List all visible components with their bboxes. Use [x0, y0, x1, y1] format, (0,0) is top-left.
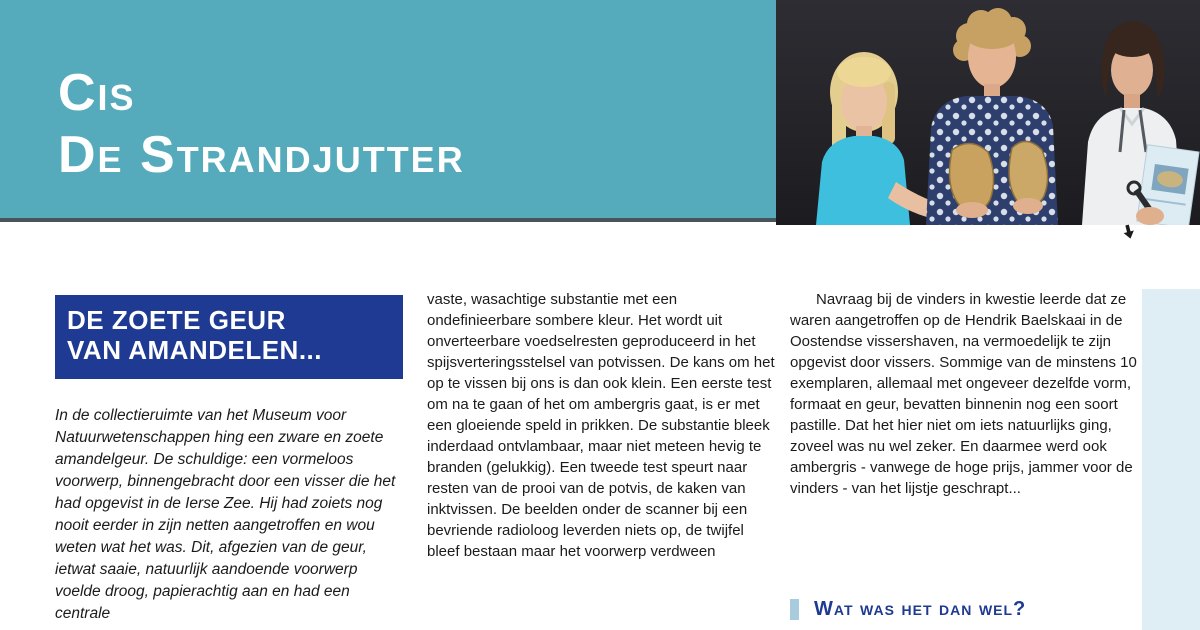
- header-band: [0, 0, 776, 222]
- middle-paragraph-text: vaste, wasachtige substantie met een ondefinieerbare sombere kleur. Het wordt uit onverteerbare voedselresten geproduceerd in het spijsverteringsstelsel van potvissen. De kans om het op te vissen bij ons is dan ook klein. Een eerste test om na te gaan of het om ambergris gaat, is er met een gloeiende speld in prikken. De substantie bleek inderdaad ontvlambaar, maar niet meteen hevig te branden (gelukkig). Een tweede test speurt naar resten van de prooi van de potvis, de kaken van inktvissen. De beelden onder de scanner bij een bevriende radioloog leverden niets op, de twijfel bleef bestaan maar het voorwerp verdween: [427, 291, 775, 560]
- finders-photo-illustration: [776, 0, 1200, 225]
- page-title-line2: De Strandjutter: [58, 126, 465, 184]
- intro-paragraph-text: In de collectieruimte van het Museum voor Natuurwetenschappen hing een zware en zoete amandelgeur. De schuldige: een vormeloos voorwerp, binnengebracht door een visser die het had opgevist in de Ierse Zee. Hij had zoiets nog nooit eerder in zijn netten aangetroffen en wou weten wat het was. Dit, afgezien van de geur, ietwat saaie, natuurlijk aandoende voorwerp voelde droog, papierachtig aan en had een centrale: [55, 407, 396, 622]
- column-right: [790, 289, 1138, 499]
- subheading-title: Wat was het dan wel?: [814, 598, 1027, 620]
- photo-lump-right: [1009, 141, 1047, 206]
- intro-heading-line2: VAN AMANDELEN...: [67, 335, 322, 365]
- page-title: [58, 62, 465, 186]
- down-arrow-icon: [1120, 224, 1136, 240]
- intro-heading-line1: DE ZOETE GEUR: [67, 305, 286, 335]
- column-left: [55, 295, 403, 625]
- right-side-panel: [1142, 289, 1200, 630]
- subheading-row: [790, 598, 1026, 621]
- subheading-accent-bar: [790, 599, 799, 620]
- finders-photo: [776, 0, 1200, 225]
- column-middle: [427, 289, 775, 562]
- intro-heading-box: [55, 295, 403, 379]
- page-title-line1: Cis: [58, 64, 136, 122]
- right-paragraph-text: Navraag bij de vinders in kwestie leerde dat ze waren aangetroffen op de Hendrik Baelskaai in de Oostendse vissershaven, na vermoedelijk te zijn opgevist door vissers. Sommige van de minstens 10 exemplaren, allemaal met ongeveer dezelfde vorm, formaat en geur, bevatten binnenin nog een soort pastille. Dat het hier niet om iets natuurlijks ging, zoveel was nu wel zeker. En daarmee werd ook ambergris - vanwege de hoge prijs, jammer voor de vinders - van het lijstje geschrapt...: [790, 291, 1137, 497]
- photo-lump-left: [950, 143, 994, 211]
- intro-paragraph: [55, 405, 403, 625]
